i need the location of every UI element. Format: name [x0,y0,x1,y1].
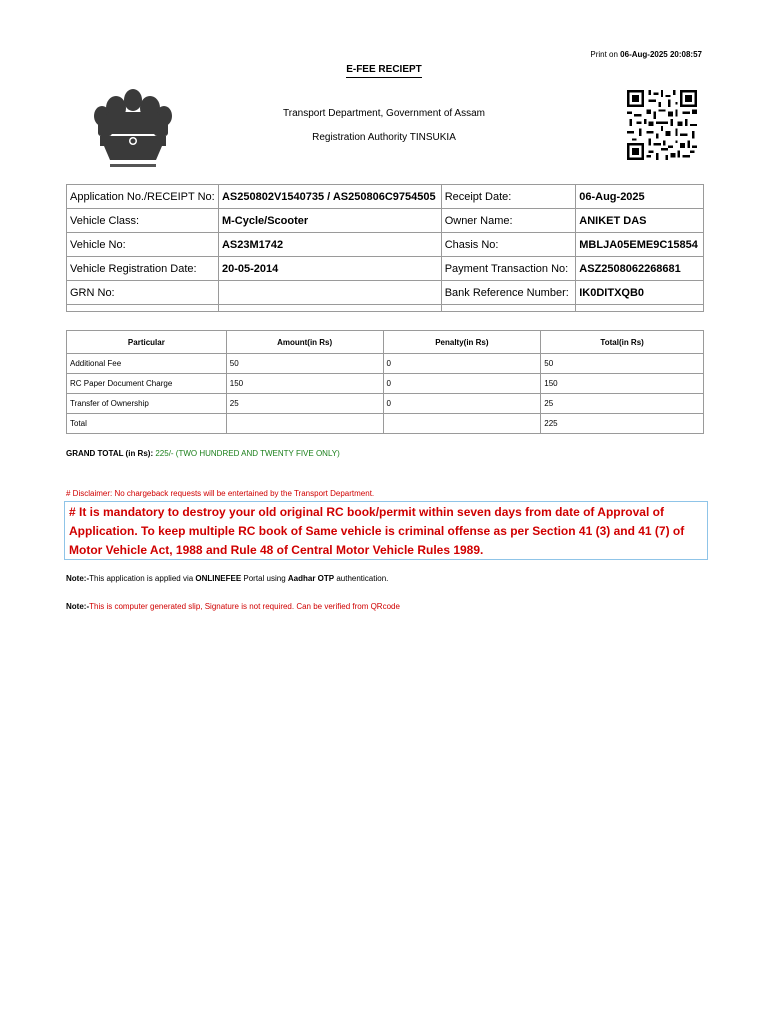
chasis-no-value: MBLJA05EME9C15854 [576,233,704,257]
vehicle-class-value: M-Cycle/Scooter [218,209,441,233]
note-label: Note:- [66,602,90,611]
owner-name-label: Owner Name: [441,209,576,233]
fee-penalty [383,414,541,434]
bank-reference-value: IK0DITXQB0 [576,281,704,305]
table-row [67,185,704,209]
table-row [67,394,704,414]
table-row [67,414,704,434]
receipt-date-label: Receipt Date: [441,185,576,209]
disclaimer-text: # Disclaimer: No chargeback requests will be entertained by the Transport Department. [66,489,375,498]
qr-code-icon [627,89,697,161]
note-text: This is computer generated slip, Signature is not required. Can be verified from QRcode [89,602,400,611]
print-datetime: 06-Aug-2025 20:08:57 [620,50,702,59]
grn-no-value [218,281,441,305]
grand-total [66,449,340,458]
vehicle-info-table [66,184,704,312]
bank-reference-label: Bank Reference Number: [441,281,576,305]
chasis-no-label: Chasis No: [441,233,576,257]
column-header-amount: Amount(in Rs) [226,331,383,354]
receipt-title: E-FEE RECIEPT [0,64,768,75]
table-row [67,281,704,305]
fee-amount: 50 [226,354,383,374]
fee-amount: 25 [226,394,383,414]
rc-destroy-warning: # It is mandatory to destroy your old original RC book/permit within seven days from date of Approval of Application. To keep multiple RC book of Same vehicle is criminal offense as per Section 41 (3) and 41 (7) of Motor Vehicle Act, 1988 and Rule 48 of Central Motor Vehicle Rules 1989. [64,501,708,560]
grn-no-label: GRN No: [67,281,219,305]
receipt-date-value: 06-Aug-2025 [576,185,704,209]
print-label: Print on [590,50,618,59]
fee-penalty: 0 [383,374,541,394]
table-row [67,233,704,257]
registration-authority: Registration Authority TINSUKIA [312,132,456,143]
fee-particular: Total [67,414,227,434]
registration-date-value: 20-05-2014 [218,257,441,281]
note-application-portal: Note:-This application is applied via ONLINEFEE Portal using Aadhar OTP authentication. [66,574,389,583]
application-no-value: AS250802V1540735 / AS250806C9754505 [218,185,441,209]
grand-total-label: GRAND TOTAL (in Rs): [66,449,154,458]
fee-amount: 150 [226,374,383,394]
grand-total-value: 225/- (TWO HUNDRED AND TWENTY FIVE ONLY) [155,449,340,458]
fee-amount [226,414,383,434]
state-emblem-icon [84,82,182,174]
vehicle-class-label: Vehicle Class: [67,209,219,233]
department-name: Transport Department, Government of Assam [283,108,485,119]
payment-transaction-label: Payment Transaction No: [441,257,576,281]
column-header-particular: Particular [67,331,227,354]
fee-total: 150 [541,374,704,394]
note-computer-generated [66,602,400,611]
fee-total: 225 [541,414,704,434]
fee-particular: Additional Fee [67,354,227,374]
column-header-total: Total(in Rs) [541,331,704,354]
fee-table [66,330,704,434]
vehicle-no-label: Vehicle No: [67,233,219,257]
vehicle-no-value: AS23M1742 [218,233,441,257]
fee-particular: Transfer of Ownership [67,394,227,414]
portal-name: ONLINEFEE [195,574,242,583]
payment-transaction-value: ASZ2508062268681 [576,257,704,281]
owner-name-value: ANIKET DAS [576,209,704,233]
table-row [67,305,704,312]
table-row [67,257,704,281]
fee-penalty: 0 [383,394,541,414]
fee-penalty: 0 [383,354,541,374]
fee-table-header [67,331,704,354]
auth-method: Aadhar OTP [287,574,335,583]
table-row [67,209,704,233]
note-label: Note:- [66,574,90,583]
fee-particular: RC Paper Document Charge [67,374,227,394]
registration-date-label: Vehicle Registration Date: [67,257,219,281]
print-timestamp [590,50,702,59]
table-row [67,374,704,394]
fee-total: 25 [541,394,704,414]
table-row [67,354,704,374]
column-header-penalty: Penalty(in Rs) [383,331,541,354]
application-no-label: Application No./RECEIPT No: [67,185,219,209]
fee-total: 50 [541,354,704,374]
